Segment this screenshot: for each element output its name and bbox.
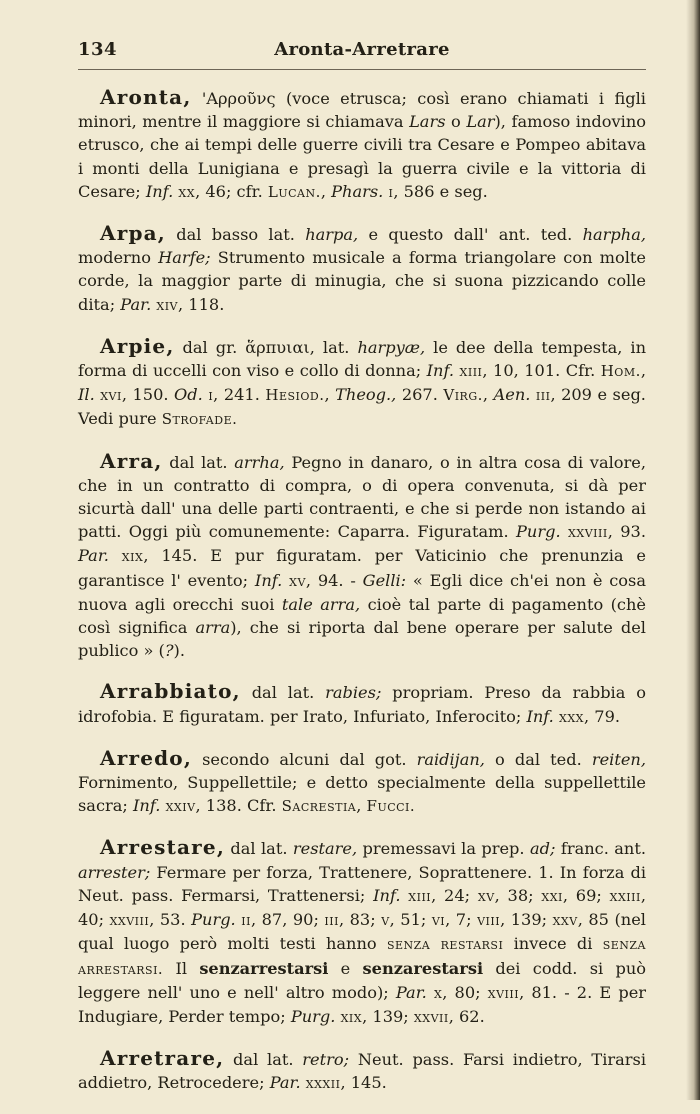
entry-text-segment: , (640, 361, 647, 381)
entry-text-segment: Par. (395, 982, 427, 1002)
entry-text-segment: iii (324, 911, 339, 930)
entry-text-segment: , 145. (340, 1073, 387, 1093)
entry-text-segment: Phars. (331, 181, 384, 201)
entry-text-segment: Fornimento, Suppellettile; e detto specialmente della suppellettile sacra; (78, 773, 646, 816)
entry-text-segment: ? (164, 641, 174, 661)
entry-text-segment: , 139; (500, 910, 553, 930)
entry-text-segment: iii (535, 386, 551, 405)
entry-headword: Arretrare, (100, 1046, 225, 1071)
entry-text-segment: Lucan. (267, 182, 321, 201)
entry-text-segment: x (433, 983, 443, 1002)
entry-text-segment: xix (121, 547, 144, 566)
entry-text-segment: , (324, 385, 336, 405)
entry-text-segment: xxviii (109, 911, 150, 930)
entry-text-segment: dal basso lat. (165, 225, 306, 245)
dictionary-entry (78, 836, 646, 1029)
entry-text-segment: dei codd. si può leggere nell' uno e nell' altro modo); (78, 958, 646, 1002)
entry-text-segment: 267. (396, 385, 444, 405)
entry-text-segment: rabies; (325, 683, 382, 703)
entry-text-segment: , 80; (442, 982, 488, 1002)
entry-text-segment: senzarrestarsi (199, 958, 329, 978)
entry-text-segment: xx (178, 182, 196, 201)
entry-text-segment: « Egli dice ch'ei non è cosa nuova agli orecchi suoi (78, 570, 646, 614)
entry-text-segment: reiten, (591, 749, 646, 769)
entry-text-segment: Lar (466, 112, 495, 132)
dictionary-entries (78, 86, 646, 1114)
entry-text-segment: Purg. (191, 910, 236, 930)
entry-text-segment: , 51; (389, 910, 432, 930)
entry-text-segment: ad; (529, 839, 556, 859)
entry-text-segment: xviii (487, 983, 520, 1002)
entry-text-segment: Inf. (526, 706, 554, 726)
entry-text-segment: , 586 e seg. (393, 181, 488, 201)
entry-text-segment: , 138. Cfr. (195, 796, 282, 816)
entry-text-segment: Theog., (335, 385, 397, 405)
entry-headword: Aronta, (100, 85, 192, 109)
entry-text-segment: Hesiod. (265, 386, 325, 405)
entry-text-segment: senza arrestarsi. (78, 935, 646, 978)
entry-text-segment: , 209 e seg. Vedi pure (78, 385, 646, 429)
entry-text-segment: premessavi la prep. (357, 839, 530, 859)
entry-text-segment: , 83; (338, 910, 382, 930)
dictionary-entry (78, 1047, 646, 1095)
entry-text-segment: ), famoso indovino etrusco, che ai tempi delle guerre civili tra Cesare e Pompeo abitava i monti della Lunigiana e presagì la guerra civile e la vittoria di Cesare; (78, 112, 646, 201)
dictionary-entry (78, 747, 646, 819)
entry-text-segment: le dee della tempesta, in forma di uccelli con viso e collo di donna; (78, 337, 647, 381)
entry-text-segment: cioè tal parte di pagamento (chè così significa (78, 594, 647, 638)
entry-text-segment (427, 983, 434, 1002)
dictionary-entry (78, 86, 646, 204)
entry-text-segment: dal lat. (240, 683, 326, 703)
entry-text-segment: Il (163, 958, 200, 978)
entry-text-segment: o dal ted. (484, 749, 592, 769)
dictionary-entry (78, 222, 646, 317)
entry-text-segment: Od. (174, 385, 203, 405)
entry-text-segment: Par. (120, 294, 152, 314)
entry-headword: Arpie, (100, 333, 175, 358)
entry-text-segment: , 145. E pur figuratam. per Vaticinio che prenunzia e garantisce l' evento; (78, 546, 646, 590)
dictionary-entry (78, 450, 646, 663)
entry-text-segment: vi (431, 911, 446, 930)
entry-text-segment: Pegno in danaro, o in altra cosa di valore, che in un contratto di compra, o di opera convenuta, si dà per sicurtà dall' una delle parti contraenti, e che si perde non istando ai patti. Oggi più comunemente: Caparra. Figuratam. (78, 452, 646, 542)
dictionary-entry (78, 680, 646, 728)
entry-text-segment: arrester; (78, 862, 151, 882)
entry-text-segment: , 81. - 2. E per Indugiare, Perder tempo; (78, 982, 647, 1026)
entry-text-segment: Strumento musicale a forma triangolare con molte corde, la maggior parte di minugia, che si suona pizzicando colle dita; (78, 248, 647, 314)
entry-text-segment (109, 546, 122, 565)
entry-text-segment: xxv (552, 911, 578, 930)
entry-body (78, 839, 646, 1025)
entry-text-segment: Lars (409, 112, 446, 132)
dictionary-entry (78, 335, 646, 432)
entry-text-segment: , 38; (494, 885, 542, 905)
entry-text-segment: Inf. (145, 181, 174, 201)
entry-text-segment: Virg. (443, 386, 483, 405)
running-title: Aronta-Arretrare (274, 39, 450, 60)
entry-text-segment: xix (340, 1007, 363, 1026)
entry-text-segment: ii (241, 911, 251, 930)
entry-text-segment: ). (173, 641, 185, 661)
entry-text-segment: dal lat. (162, 452, 235, 472)
entry-text-segment: Inf. (133, 796, 161, 816)
entry-text-segment: Par. (78, 546, 109, 566)
entry-text-segment: xxviii (568, 523, 608, 542)
entry-text-segment: Purg. (516, 522, 561, 542)
entry-text-segment: Inf. (373, 885, 401, 905)
entry-headword: Arpa, (100, 221, 166, 246)
entry-text-segment: Sacrestia (281, 797, 357, 816)
entry-text-segment: retro; (302, 1050, 350, 1070)
page-edge-shadow (686, 0, 700, 1100)
entry-text-segment: Fermare per forza, Trattenere, Soprattenere. 1. In forza di Neut. pass. Fermarsi, Trattenersi; (78, 862, 646, 905)
entry-text-segment: xxxii (305, 1074, 341, 1093)
entry-text-segment: Neut. pass. Farsi indietro, Tirarsi addietro, Retrocedere; (78, 1050, 646, 1093)
entry-text-segment: xxx (558, 707, 584, 726)
entry-text-segment: harpyæ, (357, 337, 426, 357)
entry-text-segment: , (482, 385, 494, 405)
entry-text-segment: , 79. (583, 706, 621, 726)
entry-text-segment: dal gr. ἅρπυιαι, lat. (174, 337, 358, 357)
entry-headword: Arredo, (100, 745, 193, 770)
entry-text-segment: , 87, 90; (250, 910, 325, 930)
entry-text-segment: , 118. (178, 294, 225, 314)
entry-text-segment: arra (195, 618, 231, 638)
entry-text-segment: Strofade. (161, 410, 238, 429)
entry-text-segment: o (445, 112, 467, 132)
entry-text-segment: xvi (100, 386, 122, 405)
entry-text-segment: , 62. (448, 1006, 485, 1026)
entry-text-segment: , 69; (562, 885, 610, 905)
entry-text-segment: Purg. (290, 1006, 336, 1026)
entry-text-segment: , 40; (78, 885, 646, 930)
entry-text-segment: xxiv (165, 797, 196, 816)
entry-text-segment: , (356, 796, 367, 816)
entry-text-segment: Harfe; (158, 248, 211, 268)
entry-text-segment: Par. (269, 1073, 301, 1093)
entry-text-segment: arrha, (234, 452, 285, 472)
entry-text-segment: , 93. (607, 522, 646, 542)
entry-text-segment: raidijan, (416, 749, 485, 769)
entry-text-segment: Gelli: (362, 570, 407, 590)
entry-text-segment (561, 522, 568, 541)
entry-text-segment: , 150. (121, 385, 175, 405)
entry-text-segment: v (381, 911, 390, 930)
entry-text-segment: , 10, 101. Cfr. (482, 361, 601, 381)
entry-text-segment: i (208, 386, 214, 405)
entry-text-segment: , 7; (445, 910, 478, 930)
header-rule (78, 69, 646, 70)
entry-text-segment: , 241. (213, 385, 266, 405)
running-header (78, 36, 646, 70)
entry-text-segment: franc. ant. (555, 839, 647, 859)
entry-text-segment: propriam. Preso da rabbia o idrofobia. E figuratam. per Irato, Infuriato, Inferocito; (78, 683, 646, 726)
entry-text-segment: senza restarsi (386, 935, 504, 954)
entry-text-segment: xxi (541, 886, 563, 905)
entry-text-segment: , 85 (nel qual luogo però molti testi hanno (78, 910, 646, 954)
entry-text-segment: , 139; (362, 1006, 414, 1026)
entry-headword: Arrestare, (100, 835, 225, 860)
entry-text-segment: invece di (503, 934, 603, 954)
entry-headword: Arrabbiato, (100, 679, 241, 704)
entry-text-segment: , 46; cfr. (195, 181, 268, 201)
entry-text-segment: restare, (292, 839, 358, 859)
entry-text-segment: harpha, (582, 225, 647, 245)
entry-text-segment: Inf. (426, 361, 455, 381)
entry-text-segment: , (320, 181, 332, 201)
entry-text-segment: Inf. (254, 570, 283, 590)
entry-text-segment: 'Αρροῦνς (voce etrusca; così erano chiamati i figli minori, mentre il maggiore si chiamava (78, 89, 646, 132)
entry-text-segment: , 53. (149, 910, 192, 930)
entry-text-segment: xiii (408, 886, 432, 905)
entry-headword: Arra, (100, 448, 163, 473)
entry-text-segment: , 24; (431, 885, 478, 905)
entry-text-segment: viii (477, 911, 501, 930)
entry-text-segment: xiv (156, 295, 178, 314)
entry-text-segment: xv (289, 571, 306, 590)
entry-text-segment: moderno (78, 248, 159, 268)
entry-text-segment: ), che si riporta dal bene operare per salute del publico » ( (78, 618, 646, 661)
entry-text-segment: e (328, 958, 363, 978)
entry-text-segment: senzarestarsi (362, 958, 484, 978)
entry-text-segment: xiii (459, 362, 483, 381)
entry-body (78, 453, 646, 661)
entry-text-segment: tale arra, (281, 594, 361, 614)
entry-text-segment: , 94. - (305, 570, 363, 590)
entry-text-segment: xxiii (609, 886, 641, 905)
entry-text-segment: Aen. (493, 385, 531, 405)
entry-text-segment: secondo alcuni dal got. (192, 749, 417, 769)
entry-text-segment: harpa, (305, 225, 359, 245)
entry-text-segment: xxvii (413, 1007, 449, 1026)
entry-text-segment: dal lat. (225, 839, 293, 859)
page-number: 134 (78, 39, 118, 60)
entry-text-segment: e questo dall' ant. ted. (358, 225, 583, 245)
entry-text-segment: i (388, 182, 394, 201)
entry-text-segment: Il. (78, 385, 95, 405)
entry-text-segment: dal lat. (224, 1050, 303, 1070)
entry-text-segment: Hom. (600, 362, 641, 381)
entry-text-segment: Fucci. (366, 797, 416, 816)
entry-text-segment: xv (477, 886, 495, 905)
